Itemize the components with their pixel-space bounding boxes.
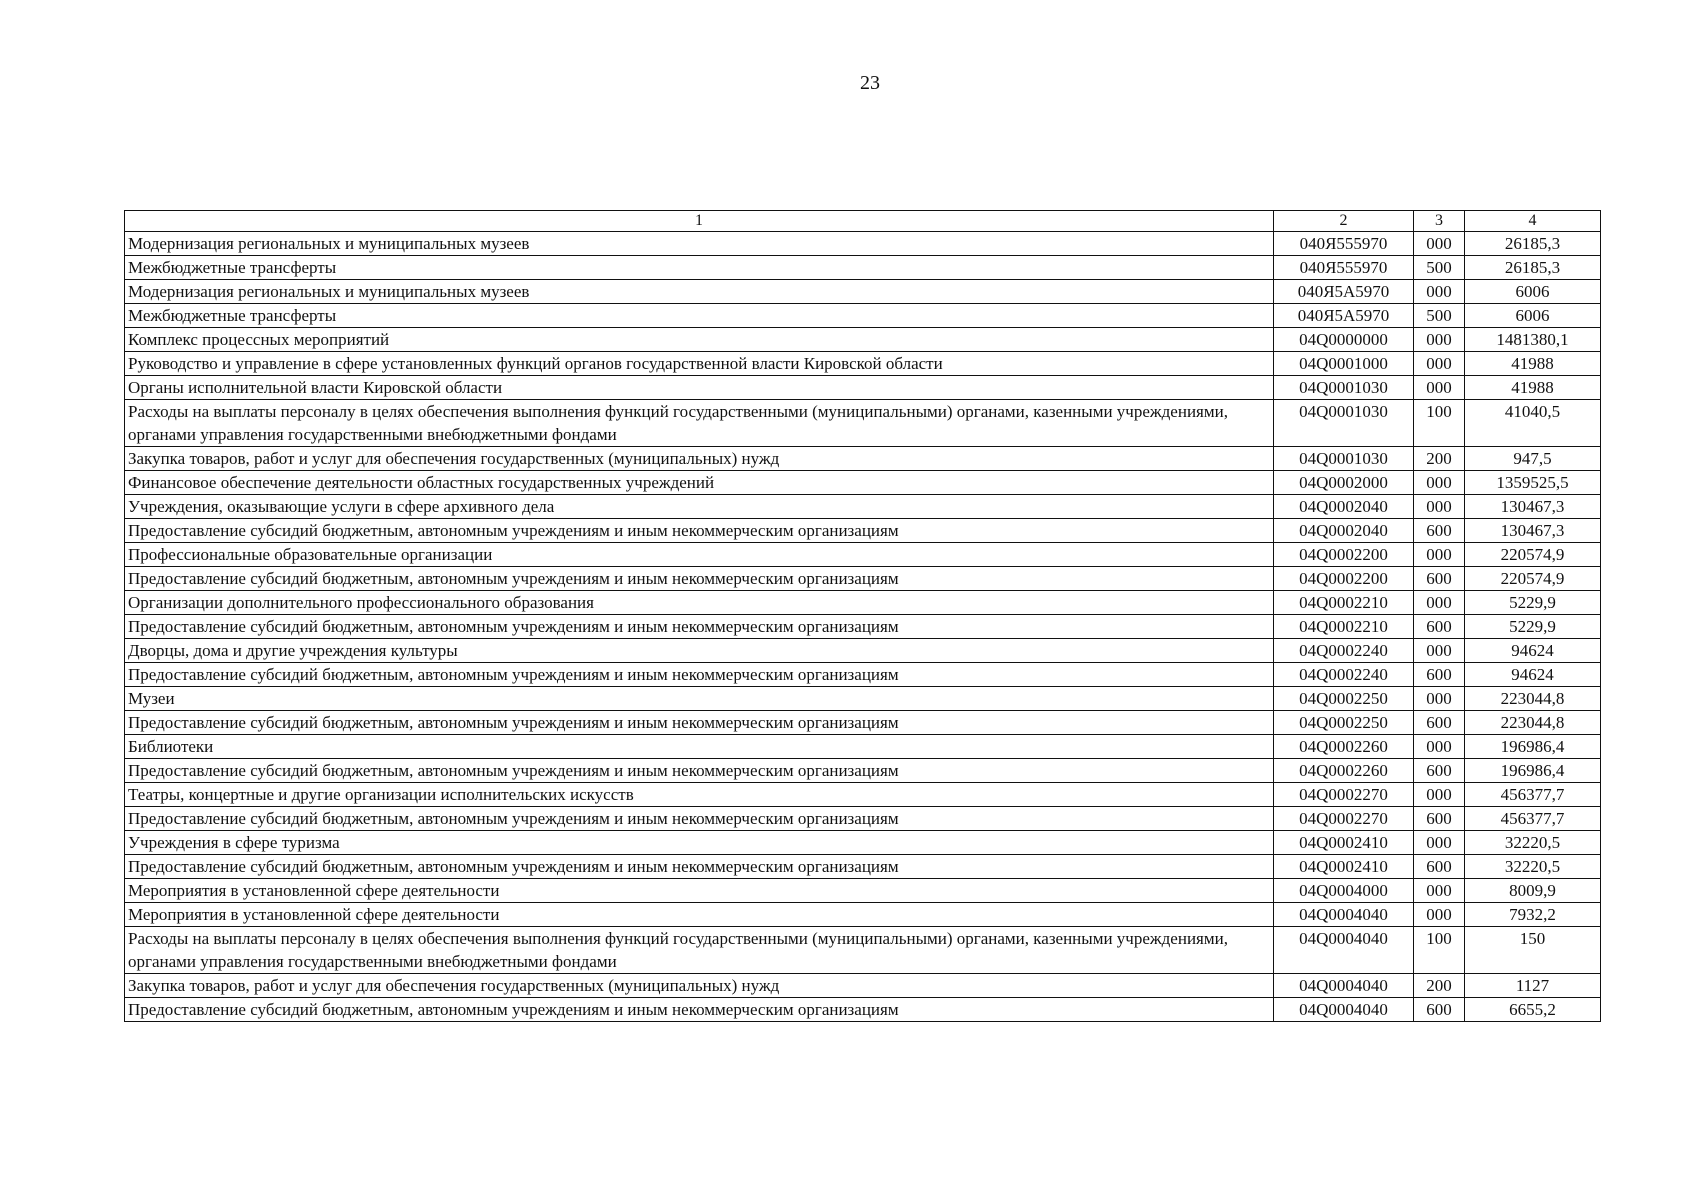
table-row	[125, 663, 1601, 687]
table-row	[125, 495, 1601, 519]
table-row	[125, 927, 1601, 974]
page-number: 23	[860, 72, 880, 94]
row-sum-cell: 32220,5	[1465, 855, 1601, 879]
row-code-cell: 04Q0002260	[1274, 759, 1414, 783]
row-code-cell: 04Q0002410	[1274, 855, 1414, 879]
row-sum-cell: 94624	[1465, 663, 1601, 687]
row-name-cell: Межбюджетные трансферты	[125, 256, 1274, 280]
table-row	[125, 567, 1601, 591]
table-row	[125, 543, 1601, 567]
row-name-cell: Мероприятия в установленной сфере деятельности	[125, 879, 1274, 903]
row-type-cell: 500	[1414, 304, 1465, 328]
row-type-cell: 000	[1414, 495, 1465, 519]
table-row	[125, 328, 1601, 352]
table-row	[125, 280, 1601, 304]
column-header-4: 4	[1465, 211, 1601, 232]
row-sum-cell: 7932,2	[1465, 903, 1601, 927]
row-type-cell: 600	[1414, 855, 1465, 879]
row-code-cell: 04Q0000000	[1274, 328, 1414, 352]
table-row	[125, 591, 1601, 615]
row-name-cell: Комплекс процессных мероприятий	[125, 328, 1274, 352]
row-code-cell: 04Q0002270	[1274, 783, 1414, 807]
row-code-cell: 04Q0001030	[1274, 447, 1414, 471]
row-name-cell: Предоставление субсидий бюджетным, автономным учреждениям и иным некоммерческим организациям	[125, 519, 1274, 543]
row-name-cell: Предоставление субсидий бюджетным, автономным учреждениям и иным некоммерческим организациям	[125, 998, 1274, 1022]
row-name-cell: Учреждения в сфере туризма	[125, 831, 1274, 855]
row-sum-cell: 41988	[1465, 352, 1601, 376]
table-row	[125, 687, 1601, 711]
row-sum-cell: 456377,7	[1465, 783, 1601, 807]
table-row	[125, 998, 1601, 1022]
row-code-cell: 04Q0002270	[1274, 807, 1414, 831]
row-sum-cell: 220574,9	[1465, 543, 1601, 567]
row-name-cell: Профессиональные образовательные организации	[125, 543, 1274, 567]
row-type-cell: 600	[1414, 519, 1465, 543]
row-type-cell: 200	[1414, 447, 1465, 471]
row-sum-cell: 6006	[1465, 280, 1601, 304]
row-type-cell: 000	[1414, 328, 1465, 352]
row-code-cell: 04Q0002250	[1274, 687, 1414, 711]
row-name-cell: Закупка товаров, работ и услуг для обеспечения государственных (муниципальных) нужд	[125, 447, 1274, 471]
table-row	[125, 783, 1601, 807]
row-name-cell: Руководство и управление в сфере установленных функций органов государственной власти Кировской области	[125, 352, 1274, 376]
table-row	[125, 376, 1601, 400]
row-sum-cell: 223044,8	[1465, 711, 1601, 735]
row-sum-cell: 6655,2	[1465, 998, 1601, 1022]
column-header-3: 3	[1414, 211, 1465, 232]
column-header-1: 1	[125, 211, 1274, 232]
table-row	[125, 519, 1601, 543]
table-row	[125, 974, 1601, 998]
table-row	[125, 807, 1601, 831]
row-code-cell: 04Q0004040	[1274, 927, 1414, 974]
column-header-2: 2	[1274, 211, 1414, 232]
row-code-cell: 04Q0004040	[1274, 998, 1414, 1022]
table-row	[125, 471, 1601, 495]
table-row	[125, 615, 1601, 639]
row-sum-cell: 5229,9	[1465, 615, 1601, 639]
row-type-cell: 600	[1414, 663, 1465, 687]
row-name-cell: Расходы на выплаты персоналу в целях обеспечения выполнения функций государственными (муниципальными) органами, казенными учреждениями, органами управления государственными внебюджетными фондами	[125, 927, 1274, 974]
row-name-cell: Музеи	[125, 687, 1274, 711]
table-row	[125, 711, 1601, 735]
row-type-cell: 600	[1414, 998, 1465, 1022]
row-sum-cell: 196986,4	[1465, 735, 1601, 759]
row-sum-cell: 6006	[1465, 304, 1601, 328]
row-type-cell: 000	[1414, 591, 1465, 615]
row-type-cell: 600	[1414, 615, 1465, 639]
row-name-cell: Закупка товаров, работ и услуг для обеспечения государственных (муниципальных) нужд	[125, 974, 1274, 998]
row-name-cell: Расходы на выплаты персоналу в целях обеспечения выполнения функций государственными (муниципальными) органами, казенными учреждениями, органами управления государственными внебюджетными фондами	[125, 400, 1274, 447]
row-type-cell: 000	[1414, 543, 1465, 567]
row-code-cell: 04Q0002040	[1274, 495, 1414, 519]
row-sum-cell: 223044,8	[1465, 687, 1601, 711]
row-code-cell: 040Я5А5970	[1274, 304, 1414, 328]
table-row	[125, 735, 1601, 759]
table-row	[125, 232, 1601, 256]
row-code-cell: 04Q0004040	[1274, 974, 1414, 998]
row-type-cell: 100	[1414, 400, 1465, 447]
row-type-cell: 600	[1414, 807, 1465, 831]
row-code-cell: 040Я5А5970	[1274, 280, 1414, 304]
row-type-cell: 000	[1414, 376, 1465, 400]
row-name-cell: Предоставление субсидий бюджетным, автономным учреждениям и иным некоммерческим организациям	[125, 759, 1274, 783]
row-type-cell: 000	[1414, 735, 1465, 759]
row-code-cell: 04Q0001030	[1274, 400, 1414, 447]
row-sum-cell: 94624	[1465, 639, 1601, 663]
row-name-cell: Предоставление субсидий бюджетным, автономным учреждениям и иным некоммерческим организациям	[125, 615, 1274, 639]
table-header	[125, 211, 1601, 232]
row-sum-cell: 32220,5	[1465, 831, 1601, 855]
row-code-cell: 04Q0002260	[1274, 735, 1414, 759]
row-sum-cell: 150	[1465, 927, 1601, 974]
row-type-cell: 600	[1414, 567, 1465, 591]
table-row	[125, 855, 1601, 879]
row-code-cell: 04Q0002240	[1274, 639, 1414, 663]
row-type-cell: 100	[1414, 927, 1465, 974]
row-sum-cell: 1359525,5	[1465, 471, 1601, 495]
row-code-cell: 04Q0002210	[1274, 591, 1414, 615]
row-type-cell: 200	[1414, 974, 1465, 998]
row-type-cell: 000	[1414, 639, 1465, 663]
row-sum-cell: 8009,9	[1465, 879, 1601, 903]
row-name-cell: Организации дополнительного профессионального образования	[125, 591, 1274, 615]
row-name-cell: Предоставление субсидий бюджетным, автономным учреждениям и иным некоммерческим организациям	[125, 711, 1274, 735]
table-body	[125, 232, 1601, 1022]
row-code-cell: 04Q0002410	[1274, 831, 1414, 855]
row-type-cell: 000	[1414, 232, 1465, 256]
row-type-cell: 000	[1414, 879, 1465, 903]
row-name-cell: Театры, концертные и другие организации исполнительских искусств	[125, 783, 1274, 807]
row-type-cell: 000	[1414, 783, 1465, 807]
row-code-cell: 04Q0002240	[1274, 663, 1414, 687]
row-name-cell: Модернизация региональных и муниципальных музеев	[125, 280, 1274, 304]
table-row	[125, 831, 1601, 855]
row-type-cell: 000	[1414, 687, 1465, 711]
row-sum-cell: 26185,3	[1465, 232, 1601, 256]
row-name-cell: Межбюджетные трансферты	[125, 304, 1274, 328]
row-sum-cell: 41988	[1465, 376, 1601, 400]
row-name-cell: Библиотеки	[125, 735, 1274, 759]
table-row	[125, 903, 1601, 927]
row-code-cell: 04Q0004000	[1274, 879, 1414, 903]
table-row	[125, 639, 1601, 663]
row-code-cell: 04Q0001030	[1274, 376, 1414, 400]
row-sum-cell: 130467,3	[1465, 495, 1601, 519]
row-sum-cell: 41040,5	[1465, 400, 1601, 447]
row-sum-cell: 130467,3	[1465, 519, 1601, 543]
table-row	[125, 304, 1601, 328]
row-code-cell: 040Я555970	[1274, 232, 1414, 256]
row-name-cell: Дворцы, дома и другие учреждения культуры	[125, 639, 1274, 663]
row-code-cell: 04Q0002000	[1274, 471, 1414, 495]
table-row	[125, 447, 1601, 471]
row-name-cell: Модернизация региональных и муниципальных музеев	[125, 232, 1274, 256]
row-sum-cell: 1481380,1	[1465, 328, 1601, 352]
table-row	[125, 352, 1601, 376]
table-row	[125, 400, 1601, 447]
row-name-cell: Мероприятия в установленной сфере деятельности	[125, 903, 1274, 927]
row-type-cell: 000	[1414, 831, 1465, 855]
row-name-cell: Органы исполнительной власти Кировской области	[125, 376, 1274, 400]
row-code-cell: 04Q0002250	[1274, 711, 1414, 735]
budget-table	[124, 210, 1601, 1022]
row-code-cell: 040Я555970	[1274, 256, 1414, 280]
row-type-cell: 600	[1414, 711, 1465, 735]
row-name-cell: Предоставление субсидий бюджетным, автономным учреждениям и иным некоммерческим организациям	[125, 567, 1274, 591]
row-name-cell: Предоставление субсидий бюджетным, автономным учреждениям и иным некоммерческим организациям	[125, 807, 1274, 831]
row-sum-cell: 26185,3	[1465, 256, 1601, 280]
row-sum-cell: 220574,9	[1465, 567, 1601, 591]
row-sum-cell: 196986,4	[1465, 759, 1601, 783]
header-row	[125, 211, 1601, 232]
row-code-cell: 04Q0004040	[1274, 903, 1414, 927]
row-sum-cell: 5229,9	[1465, 591, 1601, 615]
table-row	[125, 759, 1601, 783]
row-code-cell: 04Q0002210	[1274, 615, 1414, 639]
row-code-cell: 04Q0002200	[1274, 543, 1414, 567]
row-name-cell: Предоставление субсидий бюджетным, автономным учреждениям и иным некоммерческим организациям	[125, 855, 1274, 879]
row-sum-cell: 947,5	[1465, 447, 1601, 471]
row-code-cell: 04Q0002040	[1274, 519, 1414, 543]
table-row	[125, 256, 1601, 280]
row-name-cell: Учреждения, оказывающие услуги в сфере архивного дела	[125, 495, 1274, 519]
row-type-cell: 500	[1414, 256, 1465, 280]
row-name-cell: Финансовое обеспечение деятельности областных государственных учреждений	[125, 471, 1274, 495]
row-sum-cell: 1127	[1465, 974, 1601, 998]
row-type-cell: 600	[1414, 759, 1465, 783]
row-type-cell: 000	[1414, 280, 1465, 304]
row-sum-cell: 456377,7	[1465, 807, 1601, 831]
table-row	[125, 879, 1601, 903]
row-type-cell: 000	[1414, 903, 1465, 927]
row-name-cell: Предоставление субсидий бюджетным, автономным учреждениям и иным некоммерческим организациям	[125, 663, 1274, 687]
row-type-cell: 000	[1414, 471, 1465, 495]
row-code-cell: 04Q0002200	[1274, 567, 1414, 591]
row-code-cell: 04Q0001000	[1274, 352, 1414, 376]
row-type-cell: 000	[1414, 352, 1465, 376]
